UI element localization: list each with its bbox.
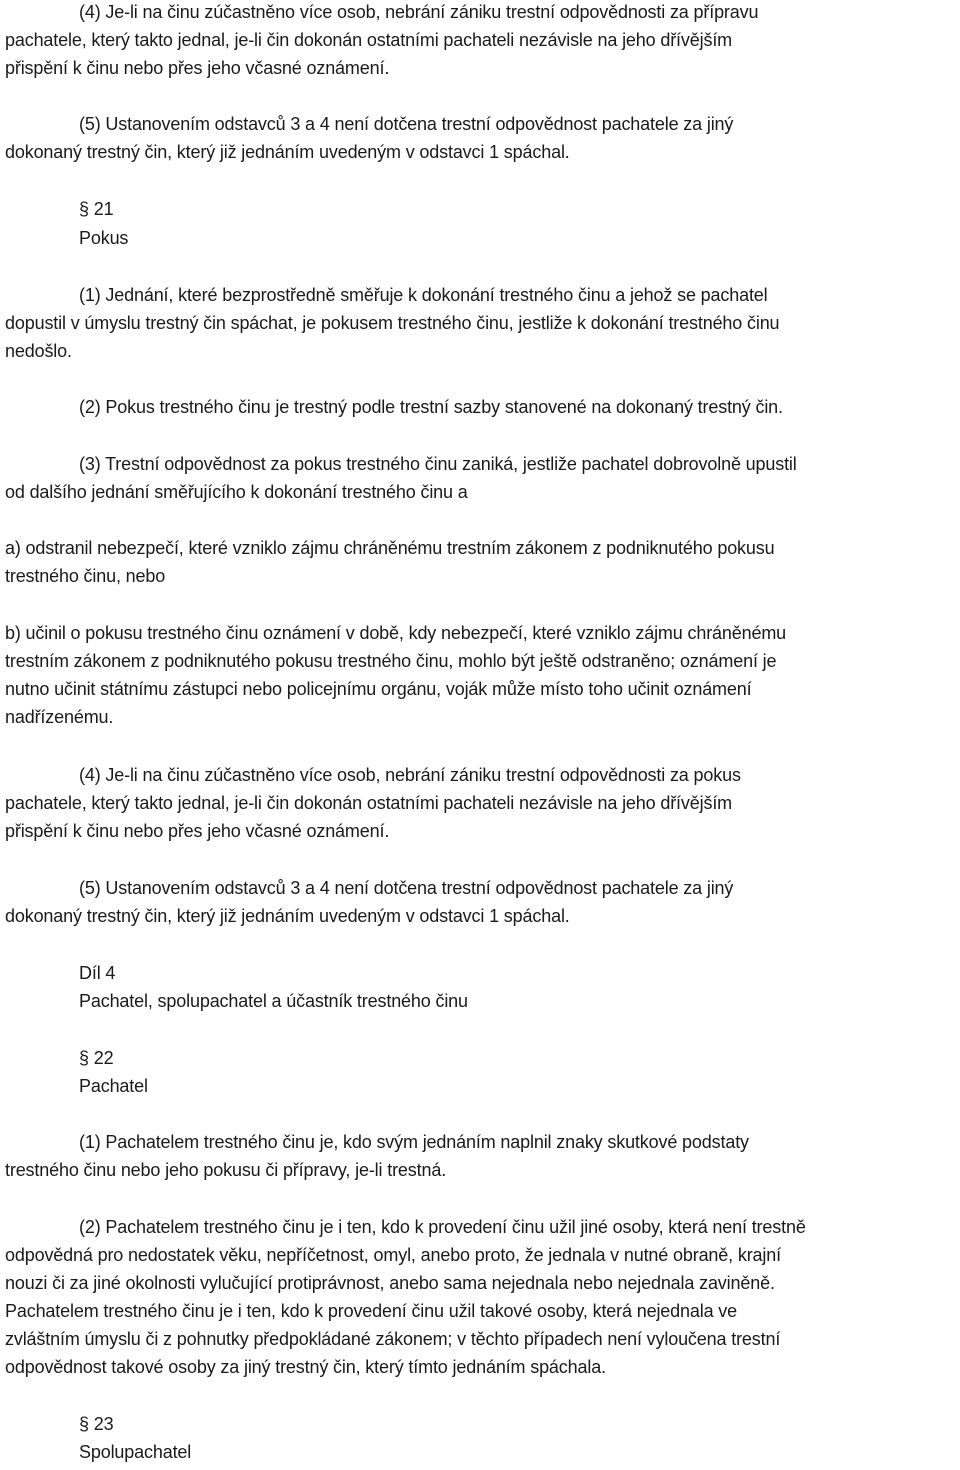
text-line: dokonaný trestný čin, který již jednáním uvedeným v odstavci 1 spáchal. (5, 142, 570, 162)
text-line: (2) Pachatelem trestného činu je i ten, kdo k provedení činu užil jiné osoby, která není trestně (79, 1217, 806, 1237)
section-title: Pachatel (79, 1076, 148, 1096)
text-line: odpovědná pro nedostatek věku, nepříčetnost, omyl, anebo proto, že jednala v nutné obraně, krajní (5, 1245, 781, 1265)
text-line: a) odstranil nebezpečí, které vzniklo zájmu chráněnému trestním zákonem z podniknutého pokusu (5, 538, 775, 558)
section-title: Spolupachatel (79, 1442, 192, 1462)
part-title: Pachatel, spolupachatel a účastník trestného činu (79, 991, 468, 1011)
text-line: dopustil v úmyslu trestný čin spáchat, je pokusem trestného činu, jestliže k dokonání trestného činu (5, 313, 780, 333)
text-line: odpovědnost takové osoby za jiný trestný čin, který tímto jednáním spáchala. (5, 1357, 606, 1377)
text-line: dokonaný trestný čin, který již jednáním uvedeným v odstavci 1 spáchal. (5, 906, 570, 926)
text-line: nutno učinit státnímu zástupci nebo policejnímu orgánu, voják může místo toho učinit oznámení (5, 679, 752, 699)
section-number: § 23 (79, 1414, 114, 1434)
text-line: nouzi či za jiné okolnosti vylučující protiprávnost, anebo sama nejednala nebo nejednala zaviněně. (5, 1273, 775, 1293)
text-line: (5) Ustanovením odstavců 3 a 4 není dotčena trestní odpovědnost pachatele za jiný (79, 114, 734, 134)
text-line: (4) Je-li na činu zúčastněno více osob, nebrání zániku trestní odpovědnosti za přípravu (79, 2, 759, 22)
text-line: (3) Trestní odpovědnost za pokus trestného činu zaniká, jestliže pachatel dobrovolně upustil (79, 454, 797, 474)
text-line: od dalšího jednání směřujícího k dokonání trestného činu a (5, 482, 468, 502)
text-line: (4) Je-li na činu zúčastněno více osob, nebrání zániku trestní odpovědnosti za pokus (79, 765, 741, 785)
section-number: § 22 (79, 1048, 114, 1068)
text-line: (5) Ustanovením odstavců 3 a 4 není dotčena trestní odpovědnost pachatele za jiný (79, 878, 734, 898)
section-title: Pokus (79, 228, 129, 248)
part-heading: Díl 4 (79, 963, 116, 983)
section-number: § 21 (79, 199, 114, 219)
text-line: Pachatelem trestného činu je i ten, kdo k provedení činu užil takové osoby, která nejednala ve (5, 1301, 738, 1321)
text-line: zvláštním úmyslu či z pohnutky předpokládané zákonem; v těchto případech není vyloučena trestní (5, 1329, 781, 1349)
text-line: pachatele, který takto jednal, je-li čin dokonán ostatními pachateli nezávisle na jeho dřívějším (5, 30, 733, 50)
text-line: nedošlo. (5, 341, 72, 361)
text-line: (1) Pachatelem trestného činu je, kdo svým jednáním naplnil znaky skutkové podstaty (79, 1132, 749, 1152)
text-line: (2) Pokus trestného činu je trestný podle trestní sazby stanovené na dokonaný trestný čin. (79, 397, 783, 417)
text-line: (1) Jednání, které bezprostředně směřuje k dokonání trestného činu a jehož se pachatel (79, 285, 768, 305)
text-line: trestním zákonem z podniknutého pokusu trestného činu, mohlo být ještě odstraněno; oznámení je (5, 651, 777, 671)
text-line: nadřízenému. (5, 707, 114, 727)
text-line: trestného činu, nebo (5, 566, 166, 586)
text-line: pachatele, který takto jednal, je-li čin dokonán ostatními pachateli nezávisle na jeho dřívějším (5, 793, 733, 813)
text-line: přispění k činu nebo přes jeho včasné oznámení. (5, 821, 390, 841)
text-line: trestného činu nebo jeho pokusu či přípravy, je-li trestná. (5, 1160, 447, 1180)
text-line: b) učinil o pokusu trestného činu oznámení v době, kdy nebezpečí, které vzniklo zájmu chráněnému (5, 623, 787, 643)
text-line: přispění k činu nebo přes jeho včasné oznámení. (5, 58, 390, 78)
